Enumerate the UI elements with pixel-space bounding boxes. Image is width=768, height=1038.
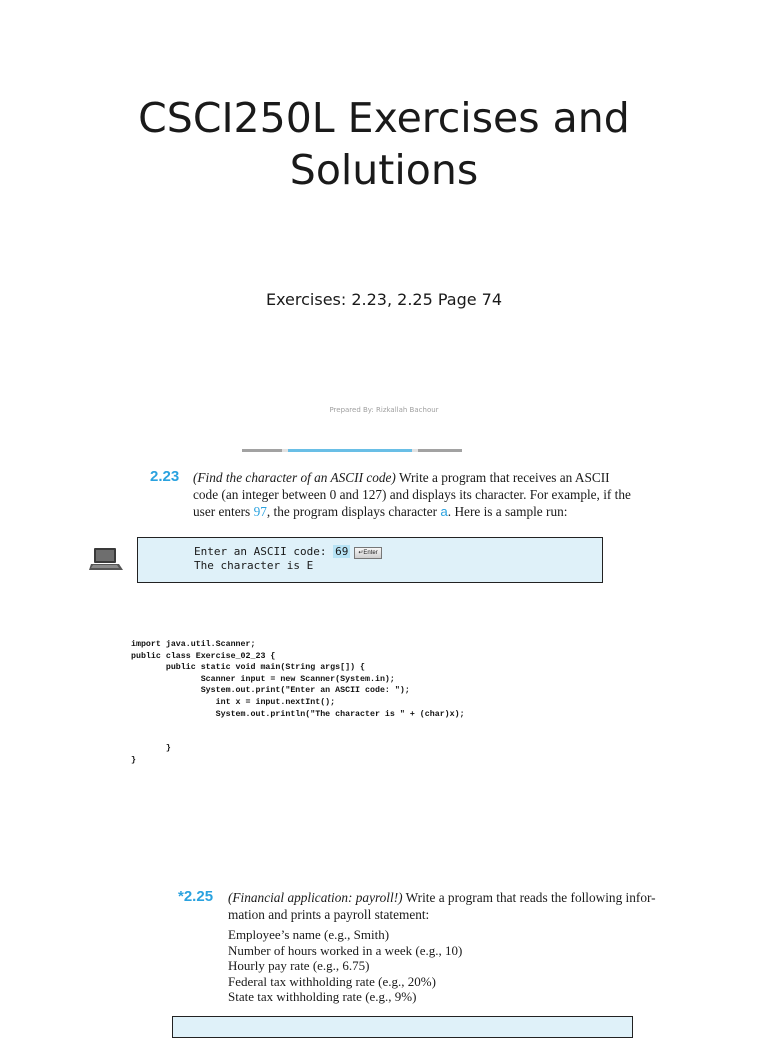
- example-output-char: a: [440, 504, 448, 519]
- code-line: }: [131, 755, 136, 765]
- slide-title-line-1: CSCI250L Exercises and: [138, 94, 630, 142]
- sample-run-box-cut-off: [172, 1016, 633, 1038]
- code-line: System.out.print("Enter an ASCII code: ");: [131, 686, 410, 696]
- code-line: [131, 720, 465, 732]
- exercise-2-23-number: 2.23: [150, 468, 180, 485]
- code-line: public static void main(String args[]) {: [131, 663, 366, 673]
- prepared-by: Prepared By: Rizkallah Bachour: [329, 406, 439, 414]
- exercise-2-25-text: [228, 889, 656, 923]
- code-line: System.out.println("The character is " + (char)x);: [131, 709, 465, 719]
- list-item: Employee’s name (e.g., Smith): [228, 927, 390, 942]
- sample-run-box: [137, 537, 603, 583]
- exercise-2-23-line1: Write a program that receives an ASCII: [395, 470, 610, 485]
- code-line: public class Exercise_02_23 {: [131, 651, 276, 661]
- exercise-2-23-heading: (Find the character of an ASCII code): [193, 470, 396, 485]
- exercise-2-25-line2: mation and prints a payroll statement:: [228, 907, 430, 922]
- exercise-2-23-line3b: , the program displays character: [266, 504, 441, 519]
- exercise-2-25-line1: Write a program that reads the following infor-: [402, 890, 656, 905]
- list-item: Number of hours worked in a week (e.g., 10): [228, 942, 463, 958]
- solution-code-block: [131, 639, 465, 767]
- code-line: Scanner input = new Scanner(System.in);: [131, 674, 395, 684]
- sample-run-input: 69: [335, 545, 349, 558]
- sample-run-output: The character is E: [194, 559, 314, 572]
- example-input-value: 97: [253, 504, 267, 519]
- payroll-fields-list: [228, 927, 462, 1005]
- sample-run-line-1: [194, 545, 382, 559]
- code-line: [131, 732, 465, 744]
- laptop-icon: [89, 546, 123, 572]
- list-item: State tax withholding rate (e.g., 9%): [228, 989, 417, 1005]
- exercise-2-25-heading: (Financial application: payroll!): [228, 890, 403, 905]
- code-line: import java.util.Scanner;: [131, 640, 256, 649]
- code-line: int x = input.nextInt();: [131, 697, 336, 707]
- list-item: Hourly pay rate (e.g., 6.75): [228, 958, 370, 974]
- exercise-2-23-line2: code (an integer between 0 and 127) and displays its character. For example, if the: [193, 487, 631, 502]
- exercise-2-23-text: [193, 469, 631, 520]
- exercise-2-25-number: *2.25: [178, 888, 214, 905]
- exercise-2-23-line3a: user enters: [193, 504, 254, 519]
- exercise-2-23-line3c: . Here is a sample run:: [447, 504, 568, 519]
- slide-title: [0, 92, 768, 196]
- sample-run-prompt: Enter an ASCII code:: [194, 545, 334, 558]
- slide-title-line-2: Solutions: [289, 146, 479, 194]
- enter-key-icon: ↵Enter: [354, 547, 381, 559]
- cut-off-text-strip: [242, 447, 462, 452]
- slide-subtitle: Exercises: 2.23, 2.25 Page 74: [265, 290, 503, 309]
- code-line: }: [131, 744, 171, 754]
- list-item: Federal tax withholding rate (e.g., 20%): [228, 973, 436, 989]
